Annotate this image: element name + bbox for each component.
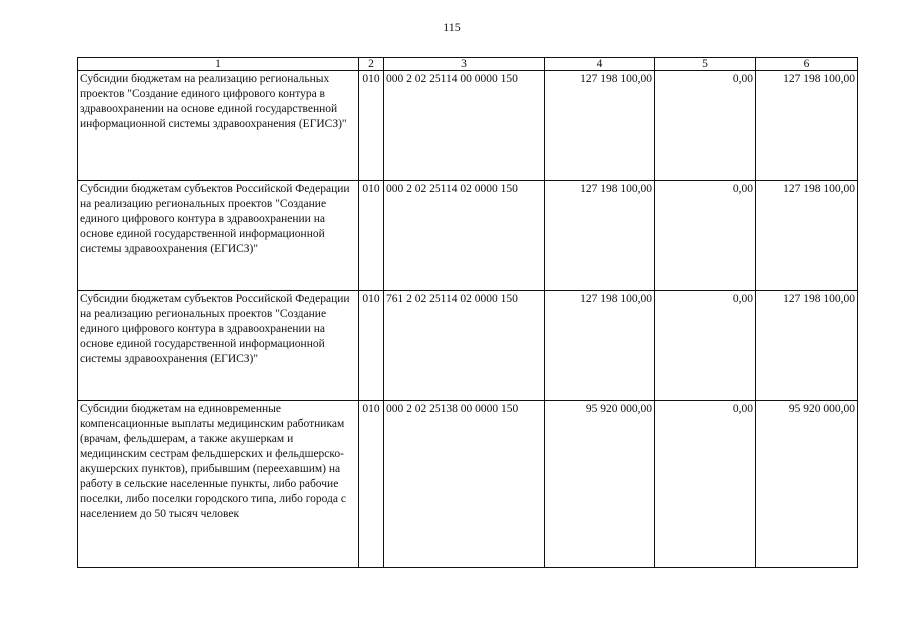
- amount-col5-cell: 0,00: [655, 71, 756, 181]
- table-header-row: [78, 58, 858, 71]
- admin-code-cell: 010: [359, 291, 384, 401]
- column-header-1: 1: [78, 58, 359, 71]
- table-row: [78, 401, 858, 568]
- amount-col5-cell: 0,00: [655, 401, 756, 568]
- budget-code-cell: 000 2 02 25114 00 0000 150: [384, 71, 545, 181]
- revenue-name-cell: Субсидии бюджетам субъектов Российской Федерации на реализацию региональных проектов "Создание единого цифрового контура в здравоохранении на основе единой государственной информационной системы здравоохранения (ЕГИСЗ)": [78, 181, 359, 291]
- budget-code-cell: 000 2 02 25114 02 0000 150: [384, 181, 545, 291]
- revenue-name-cell: Субсидии бюджетам на единовременные компенсационные выплаты медицинским работникам (врачам, фельдшерам, а также акушеркам и медицинским сестрам фельдшерских и фельдшерско-акушерских пунктов), прибывшим (переехавшим) на работу в сельские населенные пункты, либо рабочие поселки, либо поселки городского типа, либо города с населением до 50 тысяч человек: [78, 401, 359, 568]
- amount-col6-cell: 127 198 100,00: [756, 181, 858, 291]
- admin-code-cell: 010: [359, 71, 384, 181]
- page-number: 115: [443, 20, 461, 34]
- column-header-6: 6: [756, 58, 858, 71]
- amount-col4-cell: 95 920 000,00: [545, 401, 655, 568]
- budget-table: [77, 57, 858, 568]
- admin-code-cell: 010: [359, 401, 384, 568]
- amount-col5-cell: 0,00: [655, 291, 756, 401]
- amount-col6-cell: 95 920 000,00: [756, 401, 858, 568]
- amount-col6-cell: 127 198 100,00: [756, 71, 858, 181]
- column-header-3: 3: [384, 58, 545, 71]
- column-header-2: 2: [359, 58, 384, 71]
- table-row: [78, 71, 858, 181]
- amount-col6-cell: 127 198 100,00: [756, 291, 858, 401]
- amount-col5-cell: 0,00: [655, 181, 756, 291]
- table-row: [78, 291, 858, 401]
- amount-col4-cell: 127 198 100,00: [545, 291, 655, 401]
- amount-col4-cell: 127 198 100,00: [545, 181, 655, 291]
- amount-col4-cell: 127 198 100,00: [545, 71, 655, 181]
- column-header-5: 5: [655, 58, 756, 71]
- budget-code-cell: 000 2 02 25138 00 0000 150: [384, 401, 545, 568]
- revenue-name-cell: Субсидии бюджетам на реализацию региональных проектов "Создание единого цифрового контура в здравоохранении на основе единой государственной информационной системы здравоохранения (ЕГИСЗ)": [78, 71, 359, 181]
- column-header-4: 4: [545, 58, 655, 71]
- admin-code-cell: 010: [359, 181, 384, 291]
- table-row: [78, 181, 858, 291]
- budget-code-cell: 761 2 02 25114 02 0000 150: [384, 291, 545, 401]
- revenue-name-cell: Субсидии бюджетам субъектов Российской Федерации на реализацию региональных проектов "Создание единого цифрового контура в здравоохранении на основе единой государственной информационной системы здравоохранения (ЕГИСЗ)": [78, 291, 359, 401]
